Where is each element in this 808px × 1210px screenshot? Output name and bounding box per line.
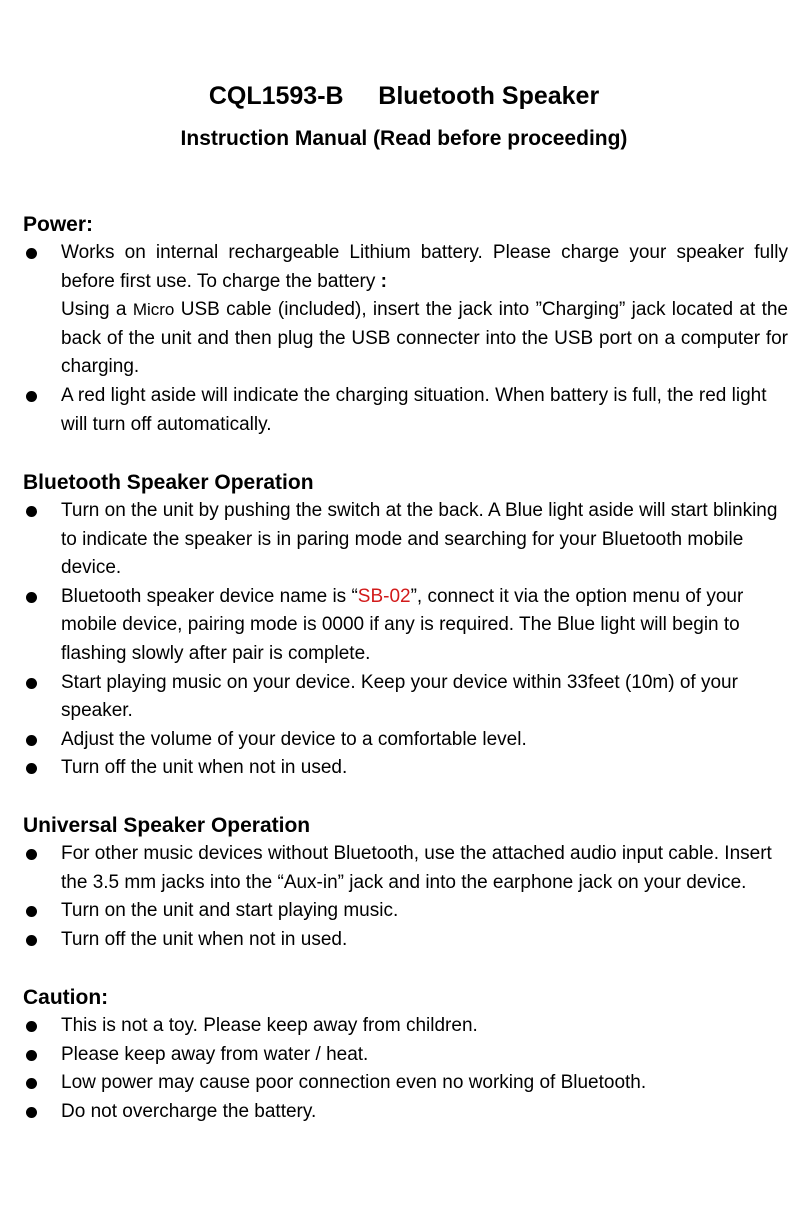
page-title: CQL1593-B Bluetooth Speaker: [208, 82, 600, 110]
list-item: [23, 1098, 788, 1127]
list-item: [23, 926, 788, 955]
list-item: [23, 1041, 788, 1070]
bullet-icon: [26, 763, 37, 774]
page-subtitle: Instruction Manual (Read before proceeding): [180, 127, 628, 150]
power-list: [23, 239, 788, 439]
list-item: [23, 583, 788, 669]
power-heading: Power:: [23, 213, 94, 236]
bullet-icon: [26, 592, 37, 603]
power-item-1-colon: :: [375, 270, 387, 292]
bluetooth-item-1-text: Turn on the unit by pushing the switch at the back. A Blue light aside will start blinking to indicate the speaker is in paring mode and searching for your Bluetooth mobile device.: [61, 500, 778, 579]
caution-section: [23, 983, 788, 1126]
bullet-icon: [26, 849, 37, 860]
list-item: [23, 726, 788, 755]
bullet-icon: [26, 935, 37, 946]
bullet-icon: [26, 735, 37, 746]
list-item: [23, 669, 788, 726]
caution-item-3-text: Low power may cause poor connection even no working of Bluetooth.: [61, 1072, 647, 1094]
universal-item-2-text: Turn on the unit and start playing music.: [61, 900, 399, 922]
bluetooth-heading: Bluetooth Speaker Operation: [23, 471, 314, 494]
bluetooth-item-4-text: Adjust the volume of your device to a comfortable level.: [61, 728, 527, 750]
power-section: [23, 210, 788, 439]
universal-item-1-text: For other music devices without Bluetooth, use the attached audio input cable. Insert the 3.5 mm jacks into the “Aux-in” jack and into the earphone jack on your device.: [61, 843, 772, 893]
power-item-1-using: Using a: [61, 299, 133, 321]
list-item: [23, 897, 788, 926]
universal-item-3-text: Turn off the unit when not in used.: [61, 928, 348, 950]
bullet-icon: [26, 1107, 37, 1118]
bullet-icon: [26, 391, 37, 402]
power-item-2-text: A red light aside will indicate the charging situation. When battery is full, the red light will turn off automatically.: [61, 384, 767, 435]
universal-heading: Universal Speaker Operation: [23, 814, 311, 837]
bluetooth-item-2-after: ”, connect it via the option menu of your mobile device, pairing mode is 0000 if any is required. The Blue light will begin to flashing slowly after pair is complete.: [61, 585, 744, 664]
bullet-icon: [26, 678, 37, 689]
power-item-1-rest: USB cable (included), insert the jack into ”Charging” jack located at the back of the unit and then plug the USB connecter into the USB port on a computer for charging.: [61, 299, 788, 378]
caution-item-1-text: This is not a toy. Please keep away from children.: [61, 1015, 478, 1036]
caution-item-4-text: Do not overcharge the battery.: [61, 1100, 317, 1122]
list-item: [23, 754, 788, 783]
bluetooth-list: [23, 497, 788, 783]
bluetooth-item-3-text: Start playing music on your device. Keep your device within 33feet (10m) of your speaker.: [61, 671, 738, 722]
power-item-1-micro: Micro: [132, 300, 175, 320]
list-item: [23, 497, 788, 583]
universal-list: [23, 840, 788, 954]
bullet-icon: [26, 1078, 37, 1089]
bluetooth-section: [23, 468, 788, 783]
caution-list: [23, 1012, 788, 1126]
power-item-1-text: Works on internal rechargeable Lithium battery. Please charge your speaker fully before first use. To charge the battery: [61, 242, 788, 292]
list-item: [23, 1012, 788, 1041]
list-item: [23, 1069, 788, 1098]
caution-heading: Caution:: [23, 986, 109, 1009]
bullet-icon: [26, 1021, 37, 1032]
caution-item-2-text: Please keep away from water / heat.: [61, 1043, 369, 1065]
bluetooth-item-5-text: Turn off the unit when not in used.: [61, 757, 348, 779]
bullet-icon: [26, 1050, 37, 1061]
list-item: [23, 239, 788, 382]
list-item: [23, 840, 788, 897]
bullet-icon: [26, 248, 37, 259]
bullet-icon: [26, 906, 37, 917]
device-name-highlight: SB-02: [357, 585, 411, 607]
bluetooth-item-2-before: Bluetooth speaker device name is “: [61, 585, 358, 607]
bullet-icon: [26, 506, 37, 517]
list-item: [23, 382, 788, 439]
universal-section: [23, 811, 788, 954]
